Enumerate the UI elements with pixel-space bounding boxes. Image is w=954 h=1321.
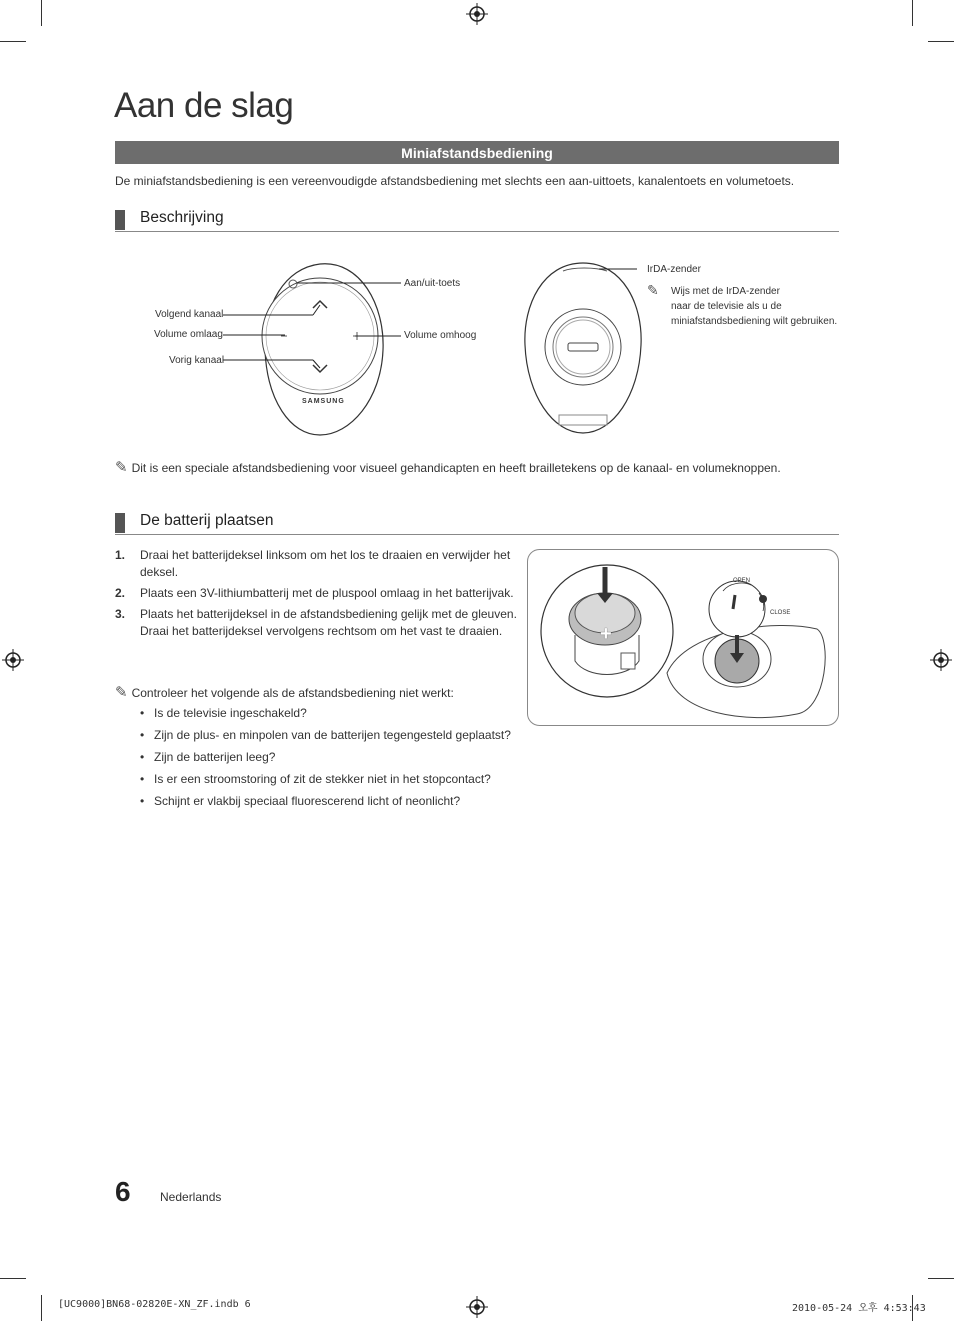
note-check	[115, 683, 520, 701]
subheading-text: Beschrijving	[140, 209, 224, 226]
note-braille	[115, 458, 839, 476]
crop-mark	[41, 1295, 42, 1321]
step-number: 2.	[115, 586, 126, 600]
section-header: Miniafstandsbediening	[115, 141, 839, 164]
subheading-batterij	[115, 512, 839, 535]
irda-note-line: miniafstandsbediening wilt gebruiken.	[671, 316, 838, 327]
irda-note-line: naar de televisie als u de	[671, 301, 782, 312]
print-filename: [UC9000]BN68-02820E-XN_ZF.indb 6	[58, 1299, 251, 1310]
crop-mark	[928, 41, 954, 42]
intro-text: De miniafstandsbediening is een vereenvoudigde afstandsbediening met slechts een aan-uittoets, kanalentoets en volumetoets.	[115, 174, 795, 188]
samsung-logo: SAMSUNG	[302, 398, 345, 405]
step-text: Plaats het batterijdeksel in de afstandsbediening gelijk met de gleuven. Draai het batterijdeksel vervolgens rechtsom om het vast te draaien.	[140, 607, 517, 638]
step-text: Plaats een 3V-lithiumbatterij met de pluspool omlaag in het batterijvak.	[140, 586, 514, 600]
subheading-beschrijving	[115, 209, 839, 232]
language-label: Nederlands	[160, 1190, 222, 1204]
step-number: 3.	[115, 607, 126, 621]
irda-note-line: Wijs met de IrDA-zender	[671, 286, 780, 297]
battery-illustration	[527, 549, 839, 726]
list-item	[115, 585, 520, 602]
page-number: 6	[115, 1176, 131, 1207]
check-list	[140, 705, 520, 815]
steps-list	[115, 547, 520, 644]
registration-mark-icon	[466, 1296, 488, 1318]
check-text: Is er een stroomstoring of zit de stekker niet in het stopcontact?	[154, 772, 491, 786]
label-vorig-kanaal: Vorig kanaal	[169, 355, 225, 366]
list-item: • Zijn de plus- en minpolen van de batterijen tegengesteld geplaatst?	[140, 728, 511, 742]
list-item	[115, 606, 520, 640]
step-text: Draai het batterijdeksel linksom om het los te draaien en verwijder het deksel.	[140, 548, 511, 579]
check-text: Zijn de plus- en minpolen van de batterijen tegengesteld geplaatst?	[154, 728, 511, 742]
check-text: Schijnt er vlakbij speciaal fluorescerend licht of neonlicht?	[154, 794, 461, 808]
note-text: Controleer het volgende als de afstandsbediening niet werkt:	[131, 686, 454, 700]
step-number: 1.	[115, 548, 126, 562]
plus-symbol: +	[600, 623, 612, 645]
registration-mark-icon	[466, 3, 488, 25]
pencil-icon: ✎	[115, 684, 128, 701]
label-volume-omhoog: Volume omhoog	[404, 330, 477, 341]
heading-marker	[115, 210, 125, 230]
crop-mark	[0, 41, 26, 42]
label-aan-uit-toets: Aan/uit-toets	[404, 278, 461, 289]
label-irda-zender: IrDA-zender	[647, 264, 701, 275]
registration-mark-icon	[930, 649, 952, 671]
crop-mark	[928, 1278, 954, 1279]
pencil-icon: ✎	[115, 459, 128, 476]
check-text: Is de televisie ingeschakeld?	[154, 706, 307, 720]
label-volgend-kanaal: Volgend kanaal	[155, 309, 224, 320]
list-item	[115, 547, 520, 581]
label-close: CLOSE	[770, 610, 791, 616]
subheading-text: De batterij plaatsen	[140, 512, 274, 529]
label-open: OPEN	[733, 578, 751, 584]
check-text: Zijn de batterijen leeg?	[154, 750, 276, 764]
crop-mark	[912, 0, 913, 26]
list-item: • Schijnt er vlakbij speciaal fluorescerend licht of neonlicht?	[140, 794, 461, 808]
print-timestamp: 2010-05-24 오후 4:53:43	[792, 1303, 926, 1314]
note-text: Dit is een speciale afstandsbediening voor visueel gehandicapten en heeft brailletekens op de kanaal- en volumeknoppen.	[131, 461, 781, 475]
heading-marker	[115, 513, 125, 533]
page-title: Aan de slag	[114, 86, 294, 125]
registration-mark-icon	[2, 649, 24, 671]
crop-mark	[41, 0, 42, 26]
list-item: • Is de televisie ingeschakeld?	[140, 706, 307, 720]
remote-back-illustration	[515, 255, 655, 440]
label-volume-omlaag: Volume omlaag	[154, 329, 223, 340]
list-item: • Is er een stroomstoring of zit de stekker niet in het stopcontact?	[140, 772, 491, 786]
pencil-icon: ✎	[647, 282, 659, 298]
list-item: • Zijn de batterijen leeg?	[140, 750, 276, 764]
crop-mark	[0, 1278, 26, 1279]
